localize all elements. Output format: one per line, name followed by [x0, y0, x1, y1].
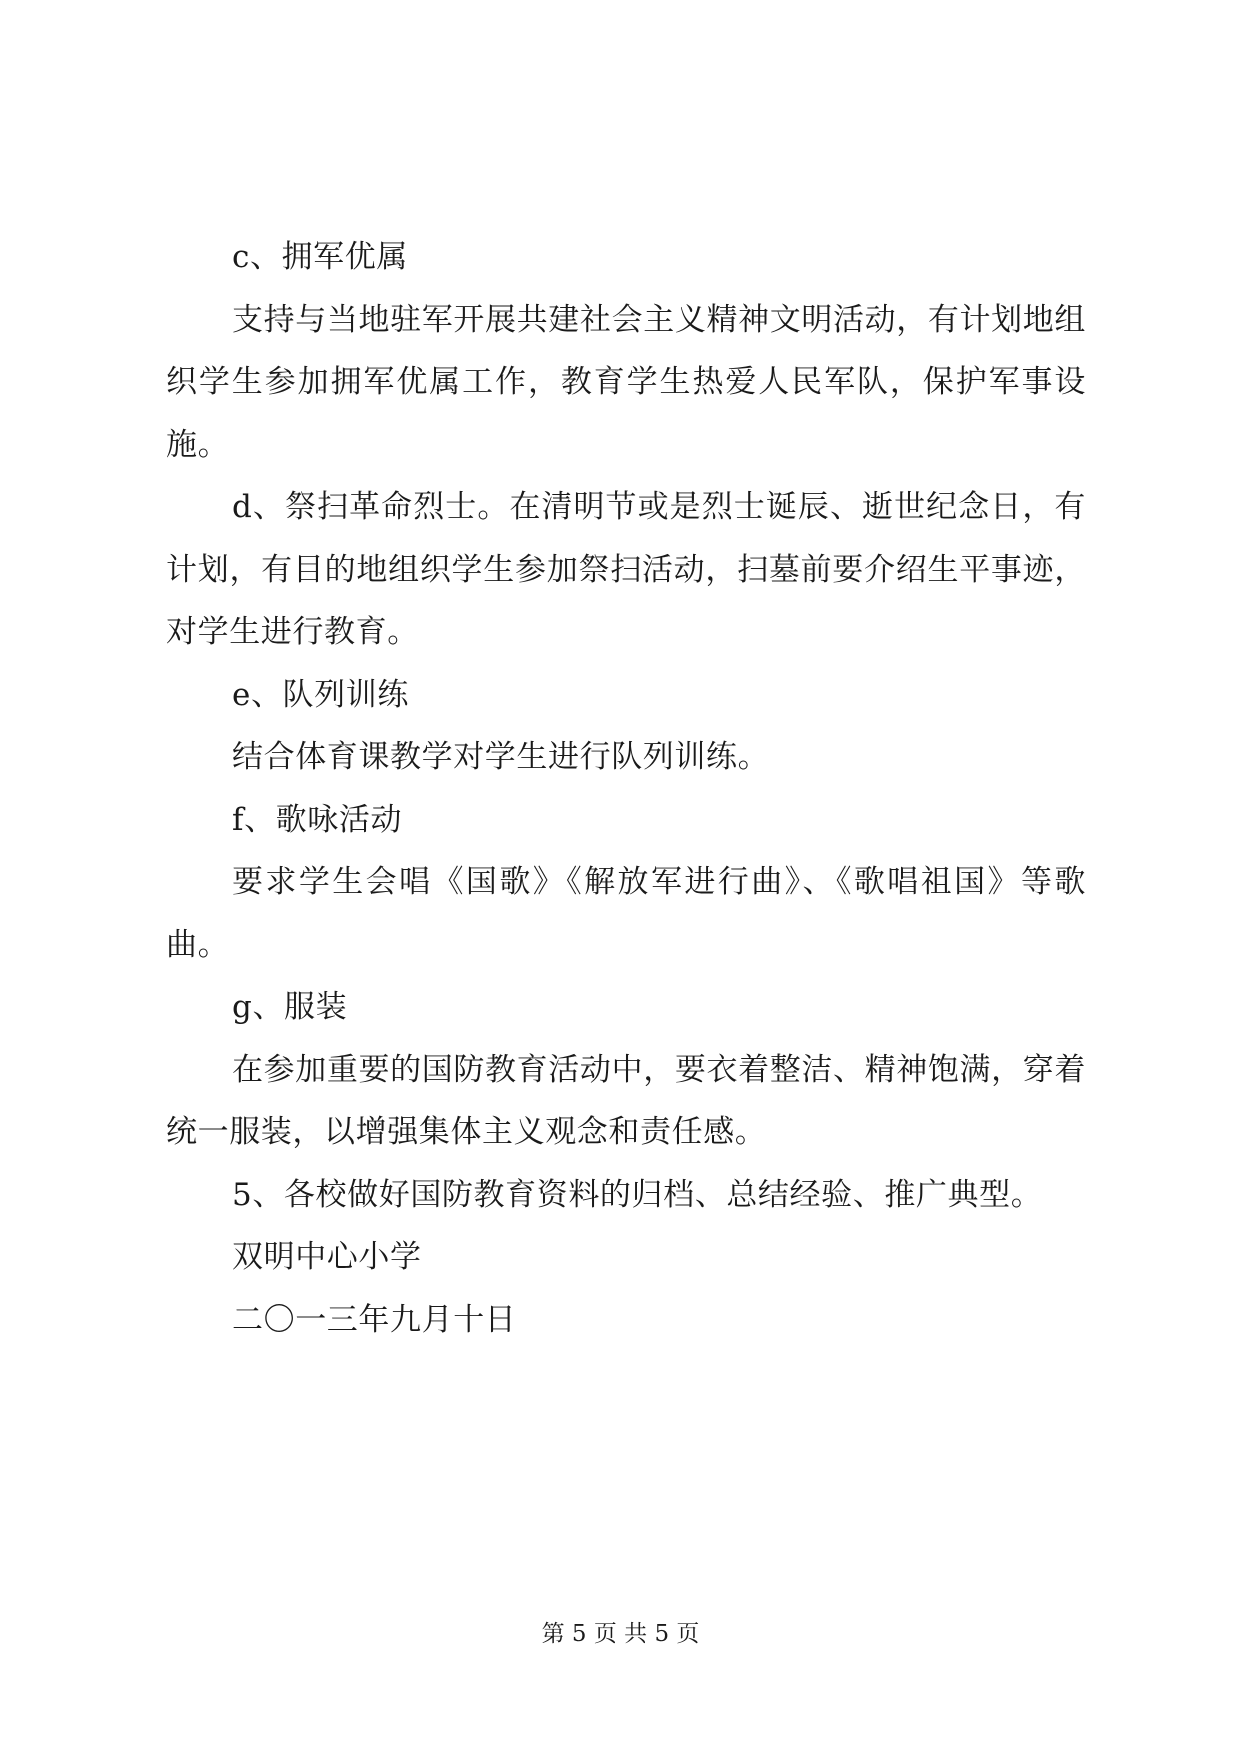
paragraph-singing: 要求学生会唱《国歌》《解放军进行曲》、《歌唱祖国》等歌曲。	[166, 864, 1086, 963]
section-heading-e: e、队列训练	[232, 676, 409, 713]
signature-organization: 双明中心小学	[232, 1239, 422, 1275]
paragraph-uniform: 在参加重要的国防教育活动中，要衣着整洁、精神饱满，穿着统一服装，以增强集体主义观念和责任感。	[166, 1051, 1086, 1150]
document-body	[166, 226, 1086, 1351]
page-footer	[0, 1620, 1241, 1648]
page-number-label: 第 5 页 共 5 页	[541, 1621, 700, 1647]
paragraph-tomb-sweeping: d、祭扫革命烈士。在清明节或是烈士诞辰、逝世纪念日，有计划，有目的地组织学生参加祭扫活动，扫墓前要介绍生平事迹，对学生进行教育。	[166, 489, 1086, 650]
paragraph-support-army: 支持与当地驻军开展共建社会主义精神文明活动，有计划地组织学生参加拥军优属工作，教育学生热爱人民军队，保护军事设施。	[166, 301, 1086, 463]
section-heading-f: f、歌咏活动	[232, 801, 403, 838]
section-heading-g: g、服装	[232, 989, 348, 1025]
paragraph-drill-training: 结合体育课教学对学生进行队列训练。	[232, 739, 770, 775]
paragraph-item-5: 5、各校做好国防教育资料的归档、总结经验、推广典型。	[232, 1176, 1043, 1213]
signature-date: 二〇一三年九月十日	[232, 1301, 517, 1338]
section-heading-c: c、拥军优属	[232, 239, 408, 275]
